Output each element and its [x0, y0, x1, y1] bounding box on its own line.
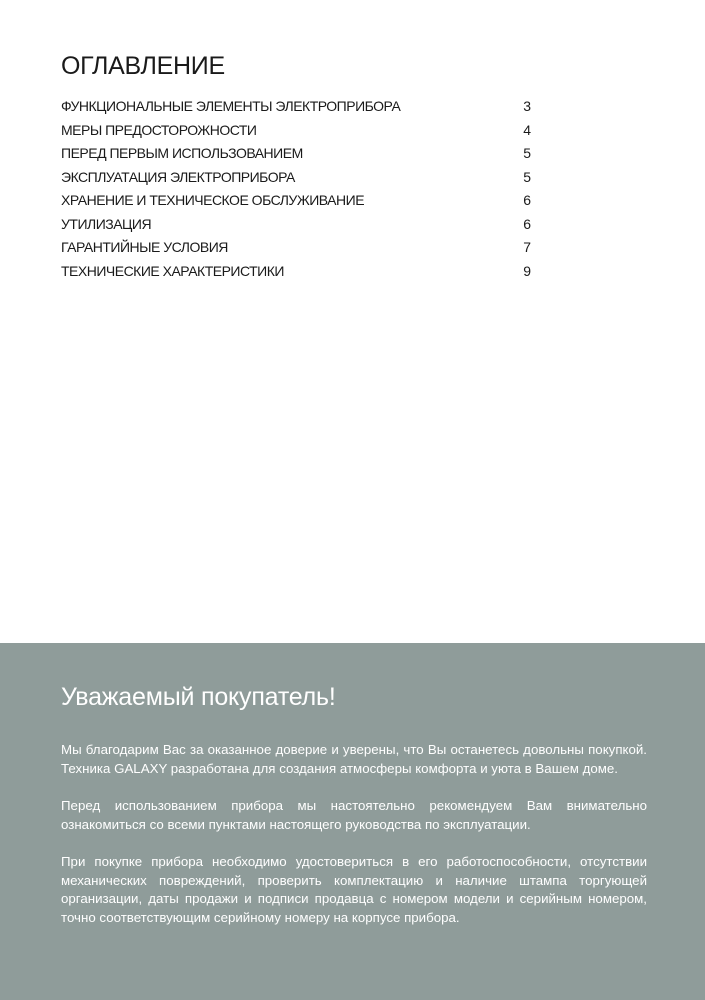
- toc-item[interactable]: [61, 166, 531, 190]
- customer-note-heading: Уважаемый покупатель!: [61, 683, 336, 711]
- toc-item-label: ФУНКЦИОНАЛЬНЫЕ ЭЛЕМЕНТЫ ЭЛЕКТРОПРИБОРА: [61, 98, 401, 114]
- toc-item-page: 4: [523, 121, 531, 138]
- toc-item-page: 6: [523, 192, 531, 208]
- toc-item-label: УТИЛИЗАЦИЯ: [61, 215, 152, 232]
- customer-note-paragraph: Мы благодарим Вас за оказанное доверие и уверены, что Вы останетесь довольны покупкой. Техника GALAXY разработана для создания атмосферы комфорта и уюта в Вашем доме.: [61, 742, 647, 776]
- toc-item-label: ПЕРЕД ПЕРВЫМ ИСПОЛЬЗОВАНИЕМ: [61, 145, 303, 161]
- toc-item-page: 6: [523, 215, 531, 232]
- toc-item[interactable]: [61, 260, 531, 284]
- toc-list: [61, 95, 531, 283]
- toc-item-page: 7: [523, 239, 531, 255]
- toc-item-page: 5: [523, 168, 531, 185]
- toc-title: ОГЛАВЛЕНИЕ: [61, 52, 225, 80]
- toc-item-label: МЕРЫ ПРЕДОСТОРОЖНОСТИ: [61, 121, 257, 138]
- toc-item[interactable]: [61, 142, 531, 166]
- toc-item[interactable]: [61, 213, 531, 237]
- customer-note-body: [61, 741, 647, 946]
- customer-note-panel: [0, 643, 705, 1000]
- toc-item[interactable]: [61, 236, 531, 260]
- table-of-contents: [61, 52, 531, 283]
- toc-item-label: ХРАНЕНИЕ И ТЕХНИЧЕСКОЕ ОБСЛУЖИВАНИЕ: [61, 192, 365, 208]
- toc-item-label: ГАРАНТИЙНЫЕ УСЛОВИЯ: [61, 239, 228, 255]
- toc-item-page: 9: [523, 262, 531, 279]
- toc-item-page: 3: [523, 98, 531, 114]
- toc-item-label: ТЕХНИЧЕСКИЕ ХАРАКТЕРИСТИКИ: [61, 262, 284, 279]
- toc-item[interactable]: [61, 189, 531, 213]
- toc-item[interactable]: [61, 119, 531, 143]
- toc-item-label: ЭКСПЛУАТАЦИЯ ЭЛЕКТРОПРИБОРА: [61, 168, 295, 185]
- toc-item-page: 5: [523, 145, 531, 161]
- toc-item[interactable]: [61, 95, 531, 119]
- customer-note-paragraph: При покупке прибора необходимо удостовериться в его работоспособности, отсутствии механических повреждений, проверить комплектацию и наличие штампа торгующей организации, даты продажи и подписи продавца с номером модели и серийным номером, точно соответствующим серийному номеру на корпусе прибора.: [61, 854, 647, 925]
- customer-note-paragraph: Перед использованием прибора мы настоятельно рекомендуем Вам внимательно ознакомиться со всеми пунктами настоящего руководства по эксплуатации.: [61, 798, 647, 832]
